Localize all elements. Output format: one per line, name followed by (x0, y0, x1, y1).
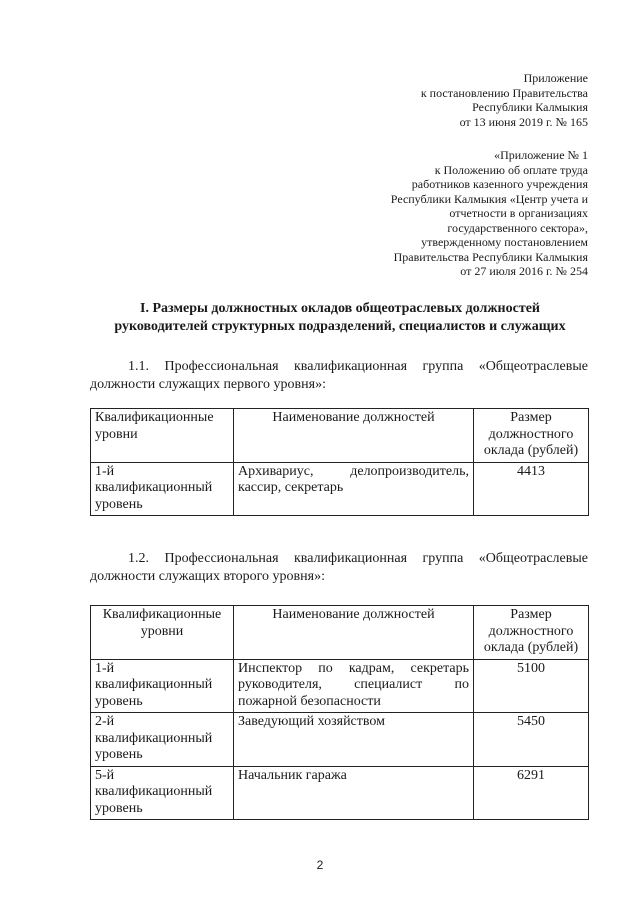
original-appendix-line: Республики Калмыкия «Центр учета и (390, 191, 588, 206)
table-row (91, 713, 589, 767)
qualification-level-cell: 5-й квалификационный уровень (91, 766, 234, 820)
appendix-line: к постановлению Правительства (420, 85, 588, 100)
page-number: 2 (316, 858, 324, 872)
salary-cell: 5450 (474, 713, 589, 767)
group-intro-1-2 (90, 550, 588, 586)
original-appendix-line: от 27 июля 2016 г. № 254 (460, 264, 588, 278)
original-appendix-line: Правительства Республики Калмыкия (393, 249, 588, 264)
qualification-level-cell: 1-й квалификационный уровень (91, 462, 234, 516)
original-appendix-line: «Приложение № 1 (494, 148, 588, 162)
header-salary: Размер должностного оклада (рублей) (474, 409, 589, 463)
original-appendix-line: отчетности в организациях (449, 206, 588, 220)
section-heading (60, 300, 620, 336)
group-intro-line: 1.1. Профессиональная квалификационная группа «Общеотраслевые (128, 359, 588, 374)
positions-cell: Начальник гаража (234, 766, 474, 820)
header-qualification-levels: Квалификационные уровни (91, 409, 234, 463)
appendix-line: от 13 июня 2019 г. № 165 (459, 114, 588, 129)
original-appendix-line: к Положению об оплате труда (434, 162, 588, 177)
qualification-level-cell: 1-й квалификационный уровень (91, 659, 234, 713)
group-intro-line: 1.2. Профессиональная квалификационная группа «Общеотраслевые (128, 551, 588, 566)
table-header-row (91, 409, 589, 463)
salary-table-1-2 (90, 605, 589, 820)
table-row (91, 659, 589, 713)
header-qualification-levels: Квалификационные уровни (91, 606, 234, 660)
salary-cell: 6291 (474, 766, 589, 820)
table-header-row (91, 606, 589, 660)
group-intro-line: должности служащих второго уровня»: (90, 569, 325, 584)
salary-table-1-1 (90, 408, 589, 516)
positions-cell: Архивариус, делопроизводитель, кассир, секретарь (234, 462, 474, 516)
header-position-names: Наименование должностей (234, 409, 474, 463)
original-appendix-line: государственного сектора», (447, 220, 588, 235)
original-appendix-line: утвержденному постановлением (421, 235, 588, 249)
table-row (91, 462, 589, 516)
appendix-reference (421, 71, 588, 129)
original-appendix-line: работников казенного учреждения (411, 177, 588, 191)
header-salary: Размер должностного оклада (рублей) (474, 606, 589, 660)
section-heading-line: I. Размеры должностных окладов общеотраслевых должностей (140, 301, 540, 316)
salary-cell: 5100 (474, 659, 589, 713)
positions-cell: Инспектор по кадрам, секретарь руководителя, специалист по пожарной безопасности (234, 659, 474, 713)
appendix-line: Республики Калмыкия (472, 100, 588, 114)
table-row (91, 766, 589, 820)
header-position-names: Наименование должностей (234, 606, 474, 660)
qualification-level-cell: 2-й квалификационный уровень (91, 713, 234, 767)
section-heading-line: руководителей структурных подразделений, специалистов и служащих (114, 319, 566, 334)
group-intro-line: должности служащих первого уровня»: (90, 377, 326, 392)
positions-cell: Заведующий хозяйством (234, 713, 474, 767)
original-appendix-reference (391, 148, 588, 279)
group-intro-1-1 (90, 358, 588, 394)
salary-cell: 4413 (474, 462, 589, 516)
appendix-line: Приложение (523, 71, 588, 85)
